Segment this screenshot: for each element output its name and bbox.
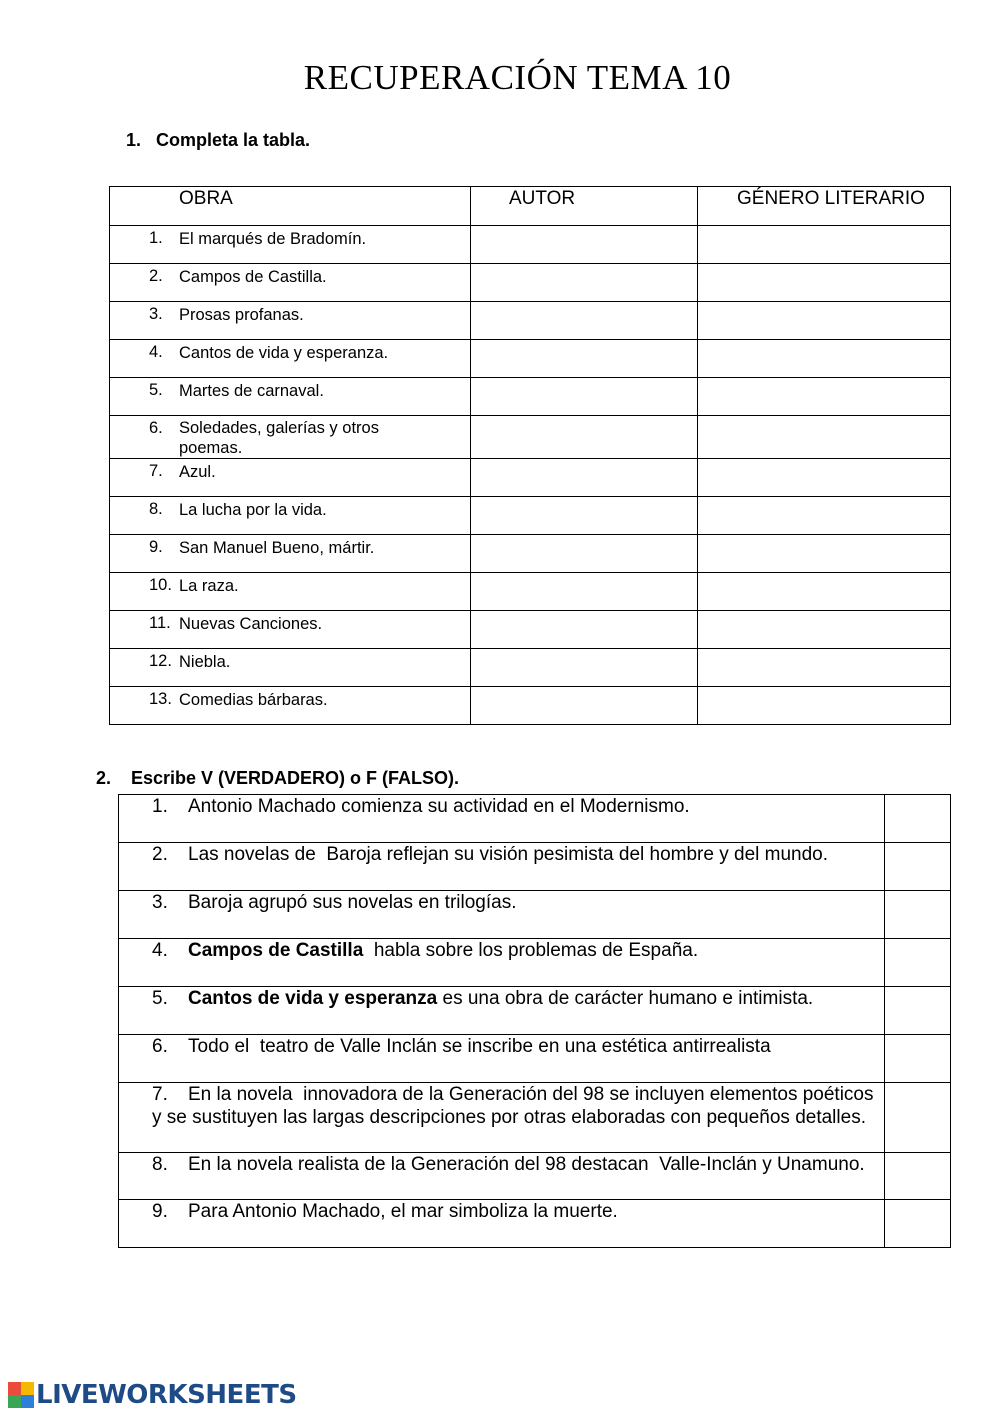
works-table-row xyxy=(110,302,951,340)
statement-number: 1. xyxy=(152,796,168,817)
genero-answer-cell[interactable] xyxy=(698,264,951,302)
statement-text: es una obra de carácter humano e intimista. xyxy=(437,988,814,1009)
autor-answer-cell[interactable] xyxy=(471,302,698,340)
genero-answer-cell[interactable] xyxy=(698,497,951,535)
statement-cell xyxy=(119,987,885,1035)
true-false-answer-cell[interactable] xyxy=(885,987,951,1035)
statement-row xyxy=(119,843,951,891)
obra-cell xyxy=(110,687,471,725)
work-title: Prosas profanas. xyxy=(179,306,304,324)
statement-row xyxy=(119,1083,951,1153)
true-false-answer-cell[interactable] xyxy=(885,1153,951,1200)
work-number: 3. xyxy=(149,305,163,323)
works-table-row xyxy=(110,378,951,416)
true-false-answer-cell[interactable] xyxy=(885,795,951,843)
works-table-row xyxy=(110,340,951,378)
section-2-heading-text: Escribe V (VERDADERO) o F (FALSO). xyxy=(131,768,460,788)
works-table-row xyxy=(110,416,951,459)
autor-answer-cell[interactable] xyxy=(471,459,698,497)
work-title: Cantos de vida y esperanza. xyxy=(179,344,389,362)
column-header-genero: GÉNERO LITERARIO xyxy=(698,187,951,226)
true-false-table xyxy=(118,794,951,1248)
works-table-row xyxy=(110,611,951,649)
work-title: San Manuel Bueno, mártir. xyxy=(179,539,375,557)
autor-answer-cell[interactable] xyxy=(471,416,698,459)
statement-number: 3. xyxy=(152,892,168,913)
obra-cell xyxy=(110,611,471,649)
statement-cell xyxy=(119,1153,885,1200)
statement-text: En la novela innovadora de la Generación del 98 se incluyen elementos poéticos y se sustituyen las largas descripciones por otras elaboradas con pequeños detalles. xyxy=(152,1084,879,1128)
work-title: Azul. xyxy=(179,463,216,481)
statement-cell xyxy=(119,843,885,891)
work-title: Comedias bárbaras. xyxy=(179,691,328,709)
genero-answer-cell[interactable] xyxy=(698,459,951,497)
statement-number: 6. xyxy=(152,1036,168,1057)
work-number: 9. xyxy=(149,538,163,556)
statement-text: habla sobre los problemas de España. xyxy=(363,940,699,961)
liveworksheets-logo-icon xyxy=(8,1382,34,1408)
statement-number: 9. xyxy=(152,1201,168,1222)
genero-answer-cell[interactable] xyxy=(698,302,951,340)
section-2-heading xyxy=(96,768,459,789)
work-number: 8. xyxy=(149,500,163,518)
statement-number: 7. xyxy=(152,1084,168,1105)
work-title: El marqués de Bradomín. xyxy=(179,230,367,248)
genero-answer-cell[interactable] xyxy=(698,573,951,611)
autor-answer-cell[interactable] xyxy=(471,649,698,687)
works-table-row xyxy=(110,649,951,687)
genero-answer-cell[interactable] xyxy=(698,611,951,649)
statement-row xyxy=(119,1153,951,1200)
autor-answer-cell[interactable] xyxy=(471,497,698,535)
column-header-autor: AUTOR xyxy=(471,187,698,226)
genero-answer-cell[interactable] xyxy=(698,649,951,687)
work-title: La lucha por la vida. xyxy=(179,501,327,519)
obra-cell xyxy=(110,459,471,497)
works-table-row xyxy=(110,226,951,264)
statement-text: En la novela realista de la Generación del 98 destacan Valle-Inclán y Unamuno. xyxy=(188,1154,865,1175)
works-table-row xyxy=(110,535,951,573)
true-false-answer-cell[interactable] xyxy=(885,1035,951,1083)
work-number: 1. xyxy=(149,229,163,247)
statement-cell xyxy=(119,891,885,939)
autor-answer-cell[interactable] xyxy=(471,535,698,573)
obra-cell xyxy=(110,573,471,611)
work-number: 7. xyxy=(149,462,163,480)
work-title: Soledades, galerías y otros poemas. xyxy=(179,419,379,457)
statement-row xyxy=(119,987,951,1035)
obra-cell xyxy=(110,535,471,573)
genero-answer-cell[interactable] xyxy=(698,416,951,459)
obra-cell xyxy=(110,264,471,302)
statement-row xyxy=(119,1035,951,1083)
genero-answer-cell[interactable] xyxy=(698,226,951,264)
works-table-row xyxy=(110,459,951,497)
work-number: 4. xyxy=(149,343,163,361)
statement-number: 8. xyxy=(152,1154,168,1175)
statement-cell xyxy=(119,1083,885,1153)
work-title: Nuevas Canciones. xyxy=(179,615,323,633)
works-table-row xyxy=(110,687,951,725)
autor-answer-cell[interactable] xyxy=(471,573,698,611)
works-table-header xyxy=(110,187,951,226)
genero-answer-cell[interactable] xyxy=(698,687,951,725)
section-2-number: 2. xyxy=(96,768,112,788)
statement-row xyxy=(119,891,951,939)
works-table-row xyxy=(110,264,951,302)
autor-answer-cell[interactable] xyxy=(471,687,698,725)
autor-answer-cell[interactable] xyxy=(471,340,698,378)
statement-cell xyxy=(119,1200,885,1248)
obra-cell xyxy=(110,302,471,340)
obra-cell xyxy=(110,416,471,459)
work-number: 12. xyxy=(149,652,172,670)
statement-number: 4. xyxy=(152,940,168,961)
works-table-row xyxy=(110,497,951,535)
work-number: 11. xyxy=(149,614,171,632)
statement-cell xyxy=(119,795,885,843)
statement-row xyxy=(119,795,951,843)
works-table xyxy=(109,186,951,725)
liveworksheets-logo-text: LIVEWORKSHEETS xyxy=(36,1380,297,1410)
statement-text: Antonio Machado comienza su actividad en el Modernismo. xyxy=(188,796,690,817)
statement-text: Las novelas de Baroja reflejan su visión pesimista del hombre y del mundo. xyxy=(188,844,829,865)
genero-answer-cell[interactable] xyxy=(698,340,951,378)
statement-number: 2. xyxy=(152,844,168,865)
obra-cell xyxy=(110,649,471,687)
genero-answer-cell[interactable] xyxy=(698,378,951,416)
work-number: 2. xyxy=(149,267,163,285)
autor-answer-cell[interactable] xyxy=(471,611,698,649)
section-1-heading xyxy=(126,130,310,151)
true-false-answer-cell[interactable] xyxy=(885,1200,951,1248)
work-number: 6. xyxy=(149,419,163,437)
true-false-answer-cell[interactable] xyxy=(885,1083,951,1153)
statement-bold-title: Campos de Castilla xyxy=(188,940,364,961)
true-false-answer-cell[interactable] xyxy=(885,939,951,987)
column-header-obra: OBRA xyxy=(110,187,471,226)
true-false-answer-cell[interactable] xyxy=(885,843,951,891)
statement-number: 5. xyxy=(152,988,168,1009)
work-title: La raza. xyxy=(179,577,239,595)
autor-answer-cell[interactable] xyxy=(471,226,698,264)
autor-answer-cell[interactable] xyxy=(471,264,698,302)
works-table-row xyxy=(110,573,951,611)
liveworksheets-logo xyxy=(8,1380,297,1410)
obra-cell xyxy=(110,497,471,535)
work-title: Campos de Castilla. xyxy=(179,268,327,286)
work-number: 13. xyxy=(149,690,172,708)
statement-text: Para Antonio Machado, el mar simboliza la muerte. xyxy=(188,1201,618,1222)
obra-cell xyxy=(110,340,471,378)
obra-cell xyxy=(110,378,471,416)
statement-cell xyxy=(119,939,885,987)
statement-bold-title: Cantos de vida y esperanza xyxy=(188,988,438,1009)
work-title: Martes de carnaval. xyxy=(179,382,324,400)
work-title: Niebla. xyxy=(179,653,231,671)
work-number: 10. xyxy=(149,576,172,594)
section-1-number: 1. xyxy=(126,130,142,150)
work-number: 5. xyxy=(149,381,163,399)
true-false-answer-cell[interactable] xyxy=(885,891,951,939)
autor-answer-cell[interactable] xyxy=(471,378,698,416)
statement-cell xyxy=(119,1035,885,1083)
statement-text: Baroja agrupó sus novelas en trilogías. xyxy=(188,892,517,913)
statement-row xyxy=(119,1200,951,1248)
genero-answer-cell[interactable] xyxy=(698,535,951,573)
page-title: RECUPERACIÓN TEMA 10 xyxy=(303,58,732,97)
section-1-heading-text: Completa la tabla. xyxy=(156,130,311,150)
statement-text: Todo el teatro de Valle Inclán se inscribe en una estética antirrealista xyxy=(188,1036,771,1057)
statement-row xyxy=(119,939,951,987)
obra-cell xyxy=(110,226,471,264)
